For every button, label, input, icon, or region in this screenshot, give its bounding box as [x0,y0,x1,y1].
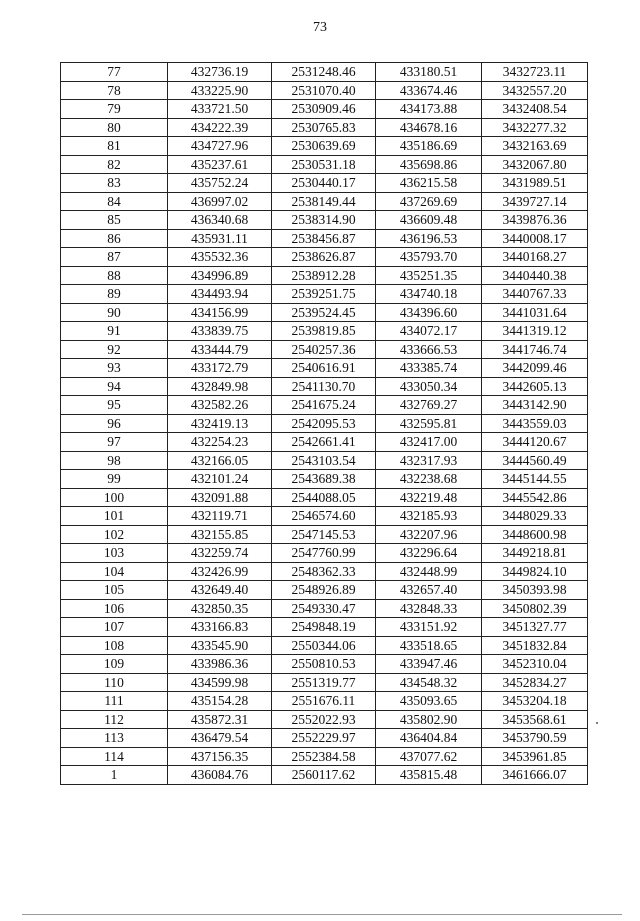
x2-cell: 432417.00 [376,433,482,452]
table-row [61,396,588,415]
point-number-cell: 114 [61,747,168,766]
x2-cell: 435251.35 [376,266,482,285]
table-row [61,303,588,322]
y2-cell: 3444560.49 [482,451,588,470]
table-row [61,118,588,137]
x1-cell: 435931.11 [168,229,272,248]
x1-cell: 435154.28 [168,692,272,711]
point-number-cell: 109 [61,655,168,674]
y2-cell: 3450393.98 [482,581,588,600]
y2-cell: 3432277.32 [482,118,588,137]
y1-cell: 2542095.53 [272,414,376,433]
x2-cell: 436215.58 [376,174,482,193]
table-row [61,544,588,563]
point-number-cell: 94 [61,377,168,396]
x1-cell: 432419.13 [168,414,272,433]
x2-cell: 432317.93 [376,451,482,470]
x1-cell: 432649.40 [168,581,272,600]
y2-cell: 3453204.18 [482,692,588,711]
point-number-cell: 86 [61,229,168,248]
y2-cell: 3445144.55 [482,470,588,489]
table-row [61,562,588,581]
x1-cell: 434727.96 [168,137,272,156]
x1-cell: 435872.31 [168,710,272,729]
x1-cell: 434156.99 [168,303,272,322]
y1-cell: 2544088.05 [272,488,376,507]
x1-cell: 435237.61 [168,155,272,174]
point-number-cell: 107 [61,618,168,637]
x1-cell: 433545.90 [168,636,272,655]
x2-cell: 433674.46 [376,81,482,100]
x2-cell: 436609.48 [376,211,482,230]
point-number-cell: 98 [61,451,168,470]
y1-cell: 2543103.54 [272,451,376,470]
point-number-cell: 113 [61,729,168,748]
x1-cell: 432736.19 [168,63,272,82]
table-row [61,710,588,729]
y2-cell: 3450802.39 [482,599,588,618]
point-number-cell: 105 [61,581,168,600]
point-number-cell: 87 [61,248,168,267]
y2-cell: 3451832.84 [482,636,588,655]
x1-cell: 435532.36 [168,248,272,267]
y2-cell: 3449218.81 [482,544,588,563]
y2-cell: 3440767.33 [482,285,588,304]
x2-cell: 432595.81 [376,414,482,433]
x1-cell: 436084.76 [168,766,272,785]
point-number-cell: 103 [61,544,168,563]
y1-cell: 2530639.69 [272,137,376,156]
x1-cell: 433172.79 [168,359,272,378]
y1-cell: 2551676.11 [272,692,376,711]
y1-cell: 2552022.93 [272,710,376,729]
x2-cell: 435698.86 [376,155,482,174]
table-row [61,433,588,452]
y2-cell: 3448029.33 [482,507,588,526]
y1-cell: 2531070.40 [272,81,376,100]
x1-cell: 433444.79 [168,340,272,359]
y2-cell: 3440008.17 [482,229,588,248]
table-row [61,377,588,396]
table-row [61,729,588,748]
table-row [61,414,588,433]
y2-cell: 3442099.46 [482,359,588,378]
x1-cell: 434222.39 [168,118,272,137]
x2-cell: 434396.60 [376,303,482,322]
y2-cell: 3441746.74 [482,340,588,359]
x2-cell: 436404.84 [376,729,482,748]
coordinates-table [60,62,588,785]
y1-cell: 2538456.87 [272,229,376,248]
y2-cell: 3453961.85 [482,747,588,766]
y1-cell: 2530909.46 [272,100,376,119]
x1-cell: 432091.88 [168,488,272,507]
x1-cell: 434599.98 [168,673,272,692]
x2-cell: 432848.33 [376,599,482,618]
y2-cell: 3452310.04 [482,655,588,674]
y1-cell: 2549330.47 [272,599,376,618]
table-row [61,340,588,359]
x1-cell: 434996.89 [168,266,272,285]
point-number-cell: 79 [61,100,168,119]
table-row [61,63,588,82]
y1-cell: 2538314.90 [272,211,376,230]
y1-cell: 2547760.99 [272,544,376,563]
y1-cell: 2550810.53 [272,655,376,674]
table-row [61,451,588,470]
point-number-cell: 106 [61,599,168,618]
table-row [61,470,588,489]
point-number-cell: 102 [61,525,168,544]
y2-cell: 3449824.10 [482,562,588,581]
coordinates-table-body [61,63,588,785]
y2-cell: 3441319.12 [482,322,588,341]
x1-cell: 432254.23 [168,433,272,452]
point-number-cell: 104 [61,562,168,581]
page-number: 73 [313,20,327,35]
x2-cell: 434072.17 [376,322,482,341]
table-row [61,192,588,211]
table-row [61,766,588,785]
table-row [61,636,588,655]
table-row [61,285,588,304]
x1-cell: 433839.75 [168,322,272,341]
y1-cell: 2539524.45 [272,303,376,322]
y1-cell: 2549848.19 [272,618,376,637]
y1-cell: 2540616.91 [272,359,376,378]
point-number-cell: 111 [61,692,168,711]
y1-cell: 2539251.75 [272,285,376,304]
table-row [61,359,588,378]
y1-cell: 2552384.58 [272,747,376,766]
x2-cell: 433050.34 [376,377,482,396]
y1-cell: 2550344.06 [272,636,376,655]
y1-cell: 2551319.77 [272,673,376,692]
point-number-cell: 80 [61,118,168,137]
point-number-cell: 110 [61,673,168,692]
y2-cell: 3432557.20 [482,81,588,100]
point-number-cell: 101 [61,507,168,526]
x2-cell: 433151.92 [376,618,482,637]
point-number-cell: 1 [61,766,168,785]
x1-cell: 435752.24 [168,174,272,193]
x2-cell: 436196.53 [376,229,482,248]
y2-cell: 3432408.54 [482,100,588,119]
x2-cell: 432185.93 [376,507,482,526]
y2-cell: 3443142.90 [482,396,588,415]
y2-cell: 3445542.86 [482,488,588,507]
x1-cell: 434493.94 [168,285,272,304]
y1-cell: 2538626.87 [272,248,376,267]
x2-cell: 432448.99 [376,562,482,581]
y2-cell: 3440168.27 [482,248,588,267]
x2-cell: 434548.32 [376,673,482,692]
table-row [61,507,588,526]
y1-cell: 2530765.83 [272,118,376,137]
x2-cell: 437269.69 [376,192,482,211]
x1-cell: 436479.54 [168,729,272,748]
point-number-cell: 92 [61,340,168,359]
table-row [61,266,588,285]
table-row [61,137,588,156]
table-row [61,692,588,711]
y1-cell: 2552229.97 [272,729,376,748]
y2-cell: 3432067.80 [482,155,588,174]
x1-cell: 433225.90 [168,81,272,100]
x2-cell: 432657.40 [376,581,482,600]
point-number-cell: 112 [61,710,168,729]
x2-cell: 434173.88 [376,100,482,119]
point-number-cell: 78 [61,81,168,100]
x1-cell: 432849.98 [168,377,272,396]
y2-cell: 3451327.77 [482,618,588,637]
x2-cell: 432219.48 [376,488,482,507]
y1-cell: 2541130.70 [272,377,376,396]
x2-cell: 432207.96 [376,525,482,544]
x2-cell: 435793.70 [376,248,482,267]
point-number-cell: 99 [61,470,168,489]
point-number-cell: 91 [61,322,168,341]
x1-cell: 436997.02 [168,192,272,211]
point-number-cell: 95 [61,396,168,415]
x2-cell: 432238.68 [376,470,482,489]
x2-cell: 434740.18 [376,285,482,304]
page-bottom-rule [22,914,622,915]
y1-cell: 2548362.33 [272,562,376,581]
y2-cell: 3432723.11 [482,63,588,82]
point-number-cell: 100 [61,488,168,507]
y1-cell: 2530440.17 [272,174,376,193]
y2-cell: 3432163.69 [482,137,588,156]
point-number-cell: 108 [61,636,168,655]
x1-cell: 432101.24 [168,470,272,489]
y1-cell: 2560117.62 [272,766,376,785]
table-row [61,155,588,174]
table-row [61,229,588,248]
point-number-cell: 88 [61,266,168,285]
point-number-cell: 82 [61,155,168,174]
x1-cell: 432850.35 [168,599,272,618]
x1-cell: 432582.26 [168,396,272,415]
table-row [61,81,588,100]
x1-cell: 432259.74 [168,544,272,563]
y2-cell: 3452834.27 [482,673,588,692]
y1-cell: 2541675.24 [272,396,376,415]
x2-cell: 433666.53 [376,340,482,359]
table-row [61,488,588,507]
y2-cell: 3439727.14 [482,192,588,211]
y2-cell: 3461666.07 [482,766,588,785]
x1-cell: 436340.68 [168,211,272,230]
x1-cell: 433986.36 [168,655,272,674]
point-number-cell: 97 [61,433,168,452]
y2-cell: 3439876.36 [482,211,588,230]
y2-cell: 3448600.98 [482,525,588,544]
x1-cell: 433166.83 [168,618,272,637]
x1-cell: 433721.50 [168,100,272,119]
point-number-cell: 96 [61,414,168,433]
table-row [61,174,588,193]
x2-cell: 433518.65 [376,636,482,655]
table-row [61,100,588,119]
y1-cell: 2543689.38 [272,470,376,489]
table-row [61,747,588,766]
y1-cell: 2546574.60 [272,507,376,526]
x2-cell: 432296.64 [376,544,482,563]
x1-cell: 432155.85 [168,525,272,544]
x2-cell: 437077.62 [376,747,482,766]
x2-cell: 433947.46 [376,655,482,674]
y2-cell: 3443559.03 [482,414,588,433]
table-row [61,581,588,600]
y2-cell: 3442605.13 [482,377,588,396]
x2-cell: 432769.27 [376,396,482,415]
y1-cell: 2539819.85 [272,322,376,341]
x2-cell: 434678.16 [376,118,482,137]
x1-cell: 432166.05 [168,451,272,470]
point-number-cell: 93 [61,359,168,378]
y1-cell: 2538149.44 [272,192,376,211]
point-number-cell: 90 [61,303,168,322]
table-row [61,655,588,674]
x1-cell: 432119.71 [168,507,272,526]
y2-cell: 3441031.64 [482,303,588,322]
y2-cell: 3440440.38 [482,266,588,285]
x2-cell: 433385.74 [376,359,482,378]
point-number-cell: 85 [61,211,168,230]
y2-cell: 3431989.51 [482,174,588,193]
table-row [61,618,588,637]
scan-speck [596,722,598,724]
y1-cell: 2542661.41 [272,433,376,452]
y2-cell: 3453568.61 [482,710,588,729]
x2-cell: 435815.48 [376,766,482,785]
point-number-cell: 89 [61,285,168,304]
point-number-cell: 77 [61,63,168,82]
x1-cell: 432426.99 [168,562,272,581]
x1-cell: 437156.35 [168,747,272,766]
y2-cell: 3453790.59 [482,729,588,748]
table-row [61,599,588,618]
x2-cell: 435093.65 [376,692,482,711]
table-row [61,248,588,267]
table-row [61,673,588,692]
y1-cell: 2540257.36 [272,340,376,359]
y1-cell: 2530531.18 [272,155,376,174]
x2-cell: 435802.90 [376,710,482,729]
y1-cell: 2538912.28 [272,266,376,285]
table-row [61,211,588,230]
x2-cell: 435186.69 [376,137,482,156]
table-row [61,322,588,341]
y1-cell: 2531248.46 [272,63,376,82]
point-number-cell: 83 [61,174,168,193]
y1-cell: 2548926.89 [272,581,376,600]
y1-cell: 2547145.53 [272,525,376,544]
point-number-cell: 84 [61,192,168,211]
table-row [61,525,588,544]
y2-cell: 3444120.67 [482,433,588,452]
x2-cell: 433180.51 [376,63,482,82]
point-number-cell: 81 [61,137,168,156]
